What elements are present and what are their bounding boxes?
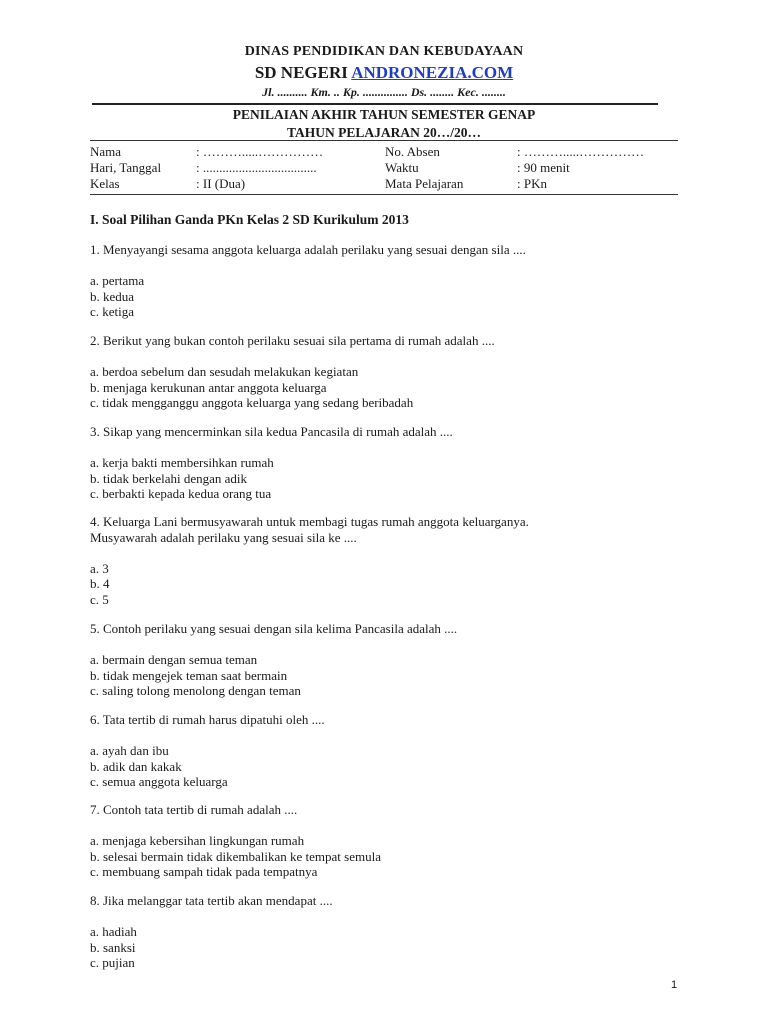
nama-value: : ……….....…………… bbox=[196, 144, 324, 159]
option-b: b. adik dan kakak bbox=[90, 758, 182, 774]
option-c: c. tidak mengganggu anggota keluarga yang sedang beribadah bbox=[90, 395, 414, 410]
waktu-label: Waktu bbox=[385, 160, 419, 175]
option-c: c. semua anggota keluarga bbox=[90, 774, 228, 789]
option-list bbox=[90, 273, 680, 320]
option-c: c. saling tolong menolong dengan teman bbox=[90, 683, 301, 698]
option-a: a. kerja bakti membersihkan rumah bbox=[90, 455, 274, 470]
option-list bbox=[90, 364, 680, 411]
question-text: 4. Keluarga Lani bermusyawarah untuk membagi tugas rumah anggota keluarganya. bbox=[90, 514, 529, 529]
question-text: 2. Berikut yang bukan contoh perilaku sesuai sila pertama di rumah adalah .... bbox=[90, 333, 495, 348]
mapel-label: Mata Pelajaran bbox=[385, 176, 464, 191]
option-list bbox=[90, 924, 680, 971]
agency-title: DINAS PENDIDIKAN DAN KEBUDAYAAN bbox=[244, 44, 524, 59]
absen-value: : ……….....…………… bbox=[517, 144, 645, 159]
question-6 bbox=[90, 712, 680, 790]
hari-label: Hari, Tanggal bbox=[90, 160, 162, 175]
option-c: c. ketiga bbox=[90, 304, 135, 319]
option-a: a. hadiah bbox=[90, 924, 137, 939]
option-b: b. menjaga kerukunan antar anggota keluarga bbox=[90, 379, 327, 395]
option-c: c. pujian bbox=[90, 955, 135, 970]
option-list bbox=[90, 743, 680, 790]
option-b: b. tidak berkelahi dengan adik bbox=[90, 470, 248, 486]
option-list bbox=[90, 455, 680, 502]
question-5 bbox=[90, 621, 680, 699]
question-text: 5. Contoh perilaku yang sesuai dengan sila kelima Pancasila adalah .... bbox=[90, 621, 458, 636]
option-b: b. kedua bbox=[90, 288, 135, 304]
option-list bbox=[90, 561, 680, 608]
question-text: 8. Jika melanggar tata tertib akan mendapat .... bbox=[90, 893, 333, 908]
question-text: 6. Tata tertib di rumah harus dipatuhi oleh .... bbox=[90, 712, 325, 727]
question-7 bbox=[90, 802, 680, 880]
question-text: 7. Contoh tata tertib di rumah adalah .... bbox=[90, 802, 298, 817]
option-a: a. 3 bbox=[90, 560, 109, 576]
question-4 bbox=[90, 514, 680, 607]
option-list bbox=[90, 652, 680, 699]
info-top-divider bbox=[90, 140, 678, 141]
school-prefix: SD NEGERI bbox=[254, 63, 352, 82]
school-year: TAHUN PELAJARAN 20…/20… bbox=[286, 125, 481, 140]
question-text: 3. Sikap yang mencerminkan sila kedua Pancasila di rumah adalah .... bbox=[90, 424, 453, 439]
option-a: a. berdoa sebelum dan sesudah melakukan kegiatan bbox=[90, 364, 359, 379]
exam-title: PENILAIAN AKHIR TAHUN SEMESTER GENAP bbox=[232, 107, 536, 122]
school-address: Jl. .......... Km. .. Kp. ............... Ds. ........ Kec. ........ bbox=[262, 85, 506, 99]
option-b: b. tidak mengejek teman saat bermain bbox=[90, 667, 288, 683]
option-a: a. bermain dengan semua teman bbox=[90, 652, 258, 667]
section-title: I. Soal Pilihan Ganda PKn Kelas 2 SD Kurikulum 2013 bbox=[90, 212, 409, 227]
question-8 bbox=[90, 893, 680, 971]
waktu-value: : 90 menit bbox=[517, 160, 570, 175]
option-a: a. pertama bbox=[90, 273, 145, 288]
question-3 bbox=[90, 424, 680, 502]
question-1 bbox=[90, 242, 680, 320]
option-b: b. sanksi bbox=[90, 939, 136, 955]
absen-label: No. Absen bbox=[385, 144, 440, 159]
question-2 bbox=[90, 333, 680, 411]
question-text: 1. Menyayangi sesama anggota keluarga adalah perilaku yang sesuai dengan sila .... bbox=[90, 242, 526, 257]
option-c: c. membuang sampah tidak pada tempatnya bbox=[90, 864, 318, 879]
option-c: c. 5 bbox=[90, 591, 109, 607]
school-name bbox=[0, 63, 768, 83]
info-bottom-divider bbox=[90, 194, 678, 195]
question-text-line2: Musyawarah adalah perilaku yang sesuai sila ke .... bbox=[90, 529, 357, 545]
nama-label: Nama bbox=[90, 144, 122, 159]
school-link[interactable]: ANDRONEZIA.COM bbox=[351, 63, 514, 82]
kelas-label: Kelas bbox=[90, 176, 120, 191]
option-a: a. menjaga kebersihan lingkungan rumah bbox=[90, 833, 305, 848]
option-b: b. selesai bermain tidak dikembalikan ke tempat semula bbox=[90, 848, 381, 864]
kelas-value: : II (Dua) bbox=[196, 176, 246, 191]
mapel-value: : PKn bbox=[517, 176, 547, 191]
hari-value: : ................................... bbox=[196, 160, 317, 175]
option-a: a. ayah dan ibu bbox=[90, 743, 169, 758]
option-list bbox=[90, 833, 680, 880]
page-number: 1 bbox=[671, 979, 678, 991]
option-b: b. 4 bbox=[90, 576, 110, 591]
header-divider bbox=[92, 103, 658, 105]
option-c: c. berbakti kepada kedua orang tua bbox=[90, 486, 272, 501]
